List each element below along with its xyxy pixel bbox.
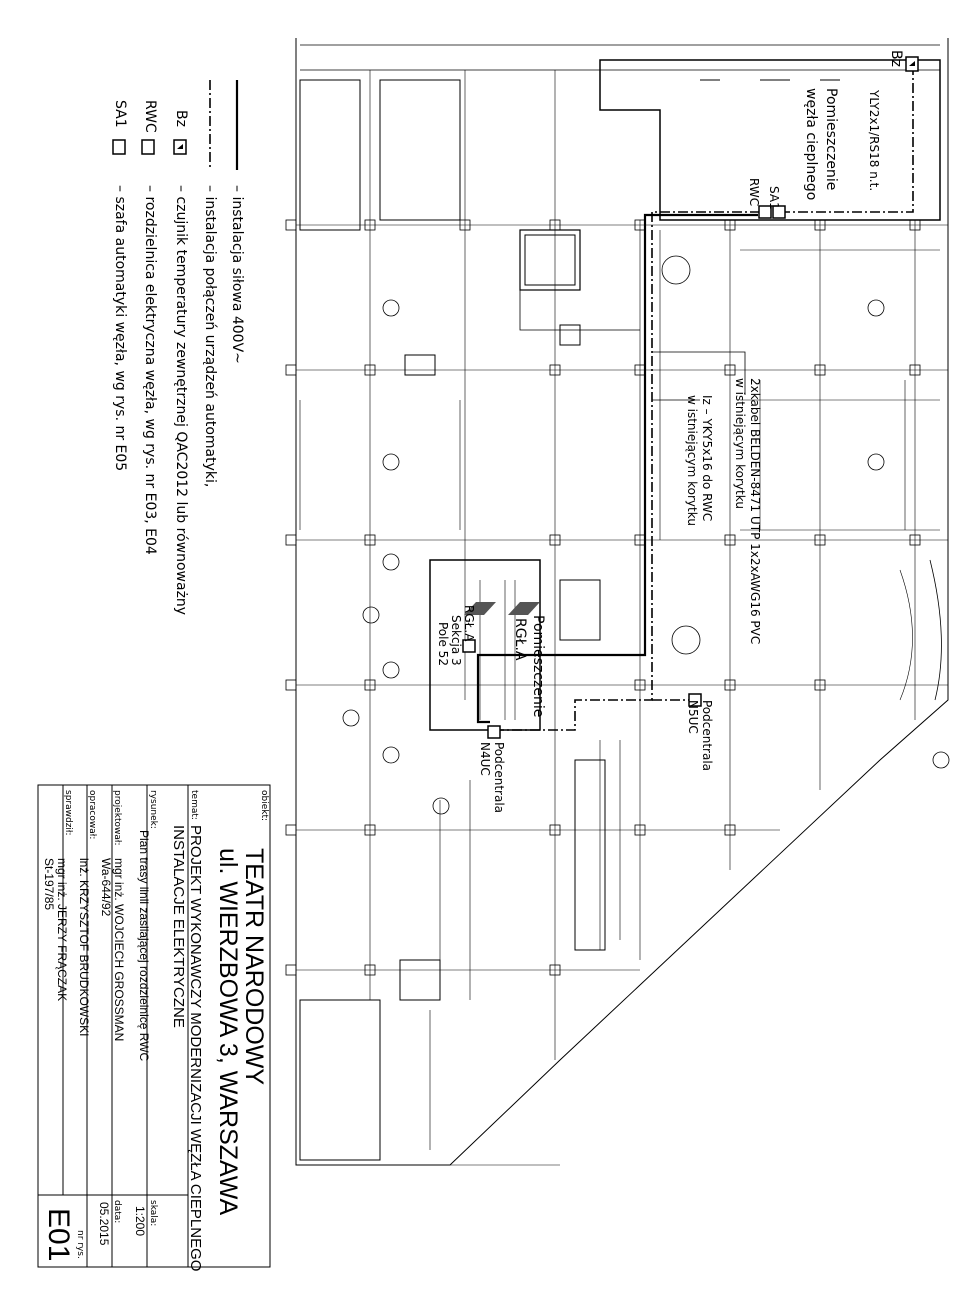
n5uc-label-1: Podcentrala: [700, 700, 714, 772]
obiekt-name: TEATR NARODOWY: [240, 848, 268, 1086]
obiekt-address: ul. WIERZBOWA 3, WARSZAWA: [214, 848, 242, 1216]
sprawdzil-label: sprawdził:: [63, 790, 73, 836]
heat-room-label-1: Pomieszczenie: [823, 88, 839, 191]
opracowal-label: opracował:: [87, 790, 97, 840]
rgla-switch-label: RGŁ.A: [462, 605, 476, 642]
rysunek-label: rysunek:: [148, 790, 158, 829]
skala-label: skala:: [148, 1200, 158, 1227]
rgla-section-label: Sekcja 3: [449, 615, 463, 666]
data-label: data:: [112, 1200, 122, 1224]
n4uc-label-2: N4UC: [478, 742, 492, 776]
rgla-field-label: Pole 52: [436, 622, 450, 666]
projektowal-label: projektował:: [112, 790, 122, 846]
rgla-room-label-2: RGŁ.A: [512, 618, 528, 661]
legend-item-rwc: – rozdzielnica elektryczna węzła, wg rys. nr E03, E04: [142, 185, 158, 555]
iz-cable-label-2: w istniejącym korytku: [685, 395, 699, 526]
temat-line-2: INSTALACJE ELEKTRYCZNE: [170, 825, 187, 1028]
rgla-switch-box: [463, 640, 475, 652]
n4uc-box: [488, 726, 500, 738]
bz-label: Bz: [888, 50, 904, 67]
iz-cable-label-1: Iz – YKY5x16 do RWC: [700, 395, 714, 522]
sa1-label: SA1: [767, 186, 781, 210]
obiekt-label: obiekt:: [259, 790, 269, 822]
belden-cable-label-1: 2xkabel BELDEN-8471 UTP 1x2xAWG16 PVC: [748, 378, 762, 645]
sprawdzil-license: St-197/85: [42, 858, 56, 911]
heat-room-label-2: węzła cieplnego: [803, 88, 819, 201]
belden-cable-label-2: w istniejącym korytku: [733, 378, 747, 509]
n5uc-label-2: N5UC: [686, 700, 700, 734]
data-value: 05.2015: [97, 1202, 111, 1246]
legend-item-power: – instalacja siłowa 400V~: [229, 185, 245, 364]
temat-label: temat:: [189, 790, 199, 820]
skala-value: 1:200: [133, 1206, 147, 1237]
legend-symbol-sa1: SA1: [112, 100, 128, 128]
legend-symbol-rwc: RWC: [142, 100, 158, 133]
sprawdzil-name: mgr inż. JERZY FRĄCZAK: [55, 858, 69, 1002]
nr-label: nr rys.: [75, 1230, 85, 1259]
outdoor-cable-label: YLY2x1/RS18 n.t.: [867, 90, 881, 192]
nr-value: E01: [42, 1208, 75, 1262]
legend-item-automation: – instalacja połączeń urządzeń automatyki,: [202, 185, 218, 488]
projektowal-license: Wa-644/92: [99, 858, 113, 917]
temat-line-1: PROJEKT WYKONAWCZY MODERNIZACJI WĘZŁA CIEPLNEGO: [187, 825, 204, 1272]
legend-symbol-bz: Bz: [173, 110, 189, 127]
n4uc-label-1: Podcentrala: [492, 742, 506, 814]
legend-item-bz: – czujnik temperatury zewnętrznej QAC2012 lub równoważny: [173, 185, 189, 616]
projektowal-name: mgr inż. WOJCIECH GROSSMAN: [112, 858, 126, 1042]
legend-item-sa1: – szafa automatyki węzła, wg rys. nr E05: [112, 185, 128, 472]
rwc-label: RWC: [747, 178, 761, 207]
rysunek-value: Plan trasy linii zasilającej rozdzielnicę RWC: [137, 830, 151, 1062]
opracowal-name: inż. KRZYSZTOF BRUDKOWSKI: [77, 858, 91, 1037]
rgla-room-label-1: Pomieszczenie: [530, 615, 546, 718]
